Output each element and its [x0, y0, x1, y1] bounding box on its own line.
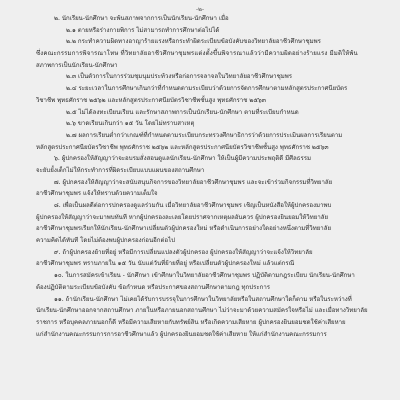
clause-11-continued-3: แก่สำนักงานคณะกรรมการการอาชีวศึกษาแล้ว ผู้ปกครองยินยอมชดใช้ค่าเสียหาย ให้แก่สำนักงานคณะกรรมการ — [36, 330, 327, 338]
clause-9-continued: อาชีวศึกษาชุมพร ทราบภายใน ๑๕ วัน นับแต่วันที่ย้ายที่อยู่ หรือเปลี่ยนตัวผู้ปกครองใหม่ แล้วแต่กรณี — [36, 260, 295, 268]
clause-5-4: ๒.๔ ระยะเวลาในการศึกษาเกินกว่าที่กำหนดตามระเบียบว่าด้วยการจัดการศึกษาตามหลักสูตรประกาศนียบัตร — [66, 85, 348, 93]
page-number: -๒- — [195, 6, 204, 13]
clause-11-continued-2: ราชการ หรือบุคคลภายนอกก็ดี หรือมีความเสียหายกับทรัพย์สิน หรือเกิดความเสียหาย ผู้ปกครองยินยอมชดใช้ค่าเสียหาย — [36, 318, 346, 326]
clause-5-5: ๒.๕ ไม่ได้ลงทะเบียนเรียน และรักษาสภาพการเป็นนักเรียน-นักศึกษา ตามที่ระเบียบกำหนด — [66, 108, 299, 116]
document-body — [36, 13, 374, 340]
clause-5-4-continued: วิชาชีพ พุทธศักราช ๒๕๖๒ และหลักสูตรประกาศนียบัตรวิชาชีพชั้นสูง พุทธศักราช ๒๕๖๓ — [36, 96, 266, 104]
clause-5-1: ๒.๑ ตายหรือร่างกายพิการ ไม่สามารถทำการศึกษาต่อไปได้ — [66, 26, 220, 34]
clause-5-heading: ๒. นักเรียน-นักศึกษา จะพ้นสภาพจากการเป็นนักเรียน-นักศึกษา เมื่อ — [54, 15, 229, 22]
clause-5-7-continued: หลักสูตรประกาศนียบัตรวิชาชีพ พุทธศักราช ๒๕๖๒ และหลักสูตรประกาศนียบัตรวิชาชีพชั้นสูง พุทธศักราช ๒๕๖๓ — [36, 143, 329, 151]
clause-10-continued: ต้องปฏิบัติตามระเบียบข้อบังคับ ข้อกำหนด หรือประกาศของสถานศึกษาตามกฎ ทุกประการ — [36, 283, 271, 291]
clause-11-continued-1: นักเรียน-นักศึกษาออกจากสถานศึกษา ภายในหรือภายนอกสถานศึกษา ไม่ว่าจะมาด้วยความสมัครใจหรือไม่ และเมื่อทางวิทยาลัย — [36, 307, 368, 315]
clause-7: ๗. ผู้ปกครองให้สัญญาว่าจะสนับสนุนกิจการของวิทยาลัยอาชีวศึกษาชุมพร และจะเข้าร่วมกิจกรรมที่วิทยาลัย — [54, 178, 333, 186]
clause-5-3: ๒.๓ เป็นตัวการในการร่วมชุมนุมประท้วงหรือก่อการจลาจลในวิทยาลัยอาชีวศึกษาชุมพร — [66, 73, 293, 81]
clause-5-2-continued-end: สภาพการเป็นนักเรียน-นักศึกษา — [36, 61, 118, 69]
clause-8-continued-2: อาชีวศึกษาชุมพรเรียกให้นักเรียน-นักศึกษาเปลี่ยนตัวผู้ปกครองใหม่ หรือดำเนินการอย่างใดอย่างหนึ่งตามที่วิทยาลัย — [36, 225, 332, 233]
clause-8-continued-3: ความคิดได้ทันที โดยไม่ต้องพบผู้ปกครองก่อนอีกต่อไป — [36, 237, 176, 245]
clause-5-7: ๒.๗ ผลการเรียนต่ำกว่าเกณฑ์ที่กำหนดตามระเบียบกระทรวงศึกษาธิการว่าด้วยการประเมินผลการเรียนตาม — [66, 131, 343, 139]
clause-11: ๑๑. ถ้านักเรียน-นักศึกษา ไม่เคยได้รับการบรรจุในการศึกษาในวิทยาลัยหรือในสถานศึกษาใดก็ตาม หรือในระหว่างที่ — [54, 295, 352, 303]
clause-9: ๙. ถ้าผู้ปกครองย้ายที่อยู่ หรือมีการเปลี่ยนแปลงตัวผู้ปกครอง ผู้ปกครองให้สัญญาว่าจะแจ้งให้วิทยาลัย — [54, 248, 313, 256]
clause-6: ๖. ผู้ปกครองให้สัญญาว่าจะอบรมสั่งสอนดูแลนักเรียน-นักศึกษา ให้เป็นผู้มีความประพฤติดี มีศีลธรรม — [54, 155, 312, 163]
clause-8-continued-1: ผู้ปกครองให้สัญญาว่าจะมาพบทันที หากผู้ปกครองละเลยโดยปราศจากเหตุผลอันควร ผู้ปกครองยินยอมให้วิทยาลัย — [36, 213, 329, 221]
clause-5-6: ๒.๖ ขาดเรียนเกินกว่า ๑๕ วัน โดยไม่ทราบสาเหตุ — [66, 120, 195, 128]
clause-5-2-continued: ซึ่งคณะกรรมการพิจารณาโทษ ที่วิทยาลัยอาชีวศึกษาชุมพรแต่งตั้งขึ้นพิจารณาแล้วว่ามีความผิดอย่างร้ายแรง มีมติให้พ้น — [36, 50, 358, 58]
clause-8: ๘. เพื่อเป็นผลดีต่อการปกครองดูแลร่วมกัน เมื่อวิทยาลัยอาชีวศึกษาชุมพร เชิญเป็นหนังสือให้ผู้ปกครองมาพบ — [54, 202, 332, 209]
clause-5-2: ๒.๒ กระทำความผิดทางอาญาร้ายแรงหรือกระทำผิดระเบียบข้อบังคับของวิทยาลัยอาชีวศึกษาชุมพร — [66, 38, 321, 46]
clause-6-continued: จะยับยั้งเด็กไม่ให้กระทำการที่ผิดระเบียบแบบแผนของสถานศึกษา — [36, 166, 205, 174]
clause-7-continued: อาชีวศึกษาชุมพร แจ้งให้ทราบด้วยความเต็มใจ — [36, 190, 158, 198]
clause-10: ๑๐. ในการสมัครเข้าเรียน - นักศึกษา เข้าศึกษาในวิทยาลัยอาชีวศึกษาชุมพร ปฏิบัติตามกฎระเบียบ นักเรียน-นักศึกษา — [54, 272, 355, 280]
